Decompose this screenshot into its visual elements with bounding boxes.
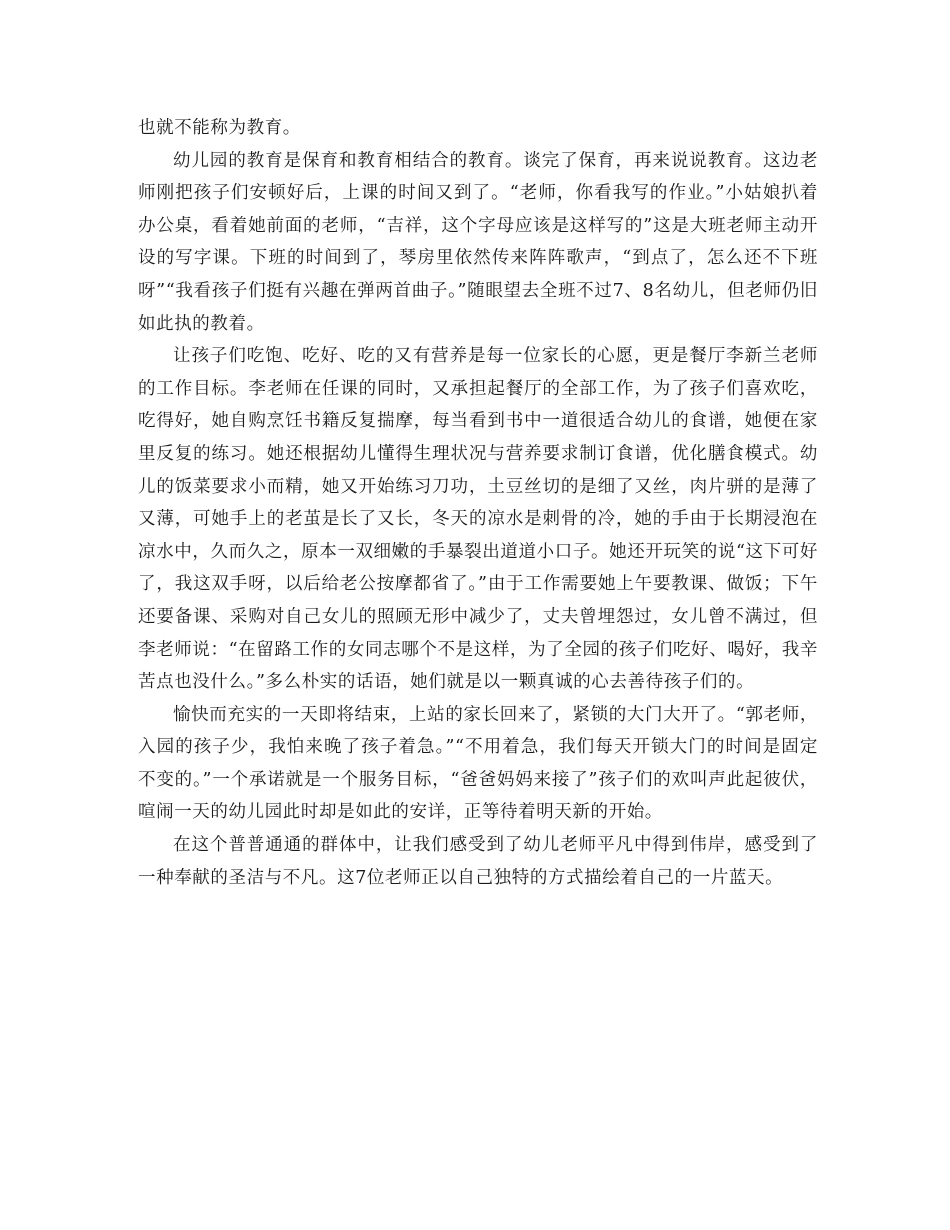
document-page bbox=[138, 112, 818, 894]
paragraph-1: 也就不能称为教育。 bbox=[138, 118, 301, 138]
paragraph-3: 让孩子们吃饱、吃好、吃的又有营养是每一位家长的心愿，更是餐厅李新兰老师的工作目标。李老师在任课的同时，又承担起餐厅的全部工作，为了孩子们喜欢吃，吃得好，她自购烹饪书籍反复揣摩，每当看到书中一道很适合幼儿的食谱，她便在家里反复的练习。她还根据幼儿懂得生理状况与营养要求制订食谱，优化膳食模式。幼儿的饭菜要求小而精，她又开始练习刀功，土豆丝切的是细了又丝，肉片骈的是薄了又薄，可她手上的老茧是长了又长，冬天的凉水是刺骨的冷，她的手由于长期浸泡在凉水中，久而久之，原本一双细嫩的手暴裂出道道小口子。她还开玩笑的说“这下可好了，我这双手呀，以后给老公按摩都省了。”由于工作需要她上午要教课、做饭；下午还要备课、采购对自己女儿的照顾无形中减少了，丈夫曾埋怨过，女儿曾不满过，但李老师说：“在留路工作的女同志哪个不是这样，为了全园的孩子们吃好、喝好，我辛苦点也没什么。”多么朴实的话语，她们就是以一颗真诚的心去善待孩子们的。 bbox=[138, 346, 818, 693]
paragraph-2: 幼儿园的教育是保育和教育相结合的教育。谈完了保育，再来说说教育。这边老师刚把孩子们安顿好后，上课的时间又到了。“老师，你看我写的作业。”小姑娘扒着办公桌，看着她前面的老师，“吉祥，这个字母应该是这样写的”这是大班老师主动开设的写字课。下班的时间到了，琴房里依然传来阵阵歌声，“到点了，怎么还不下班呀”“我看孩子们挺有兴趣在弹两首曲子。”随眼望去全班不过7、8名幼儿，但老师仍旧如此执的教着。 bbox=[138, 150, 818, 334]
paragraph-4: 愉快而充实的一天即将结束，上站的家长回来了，紧锁的大门大开了。“郭老师，入园的孩子少，我怕来晚了孩子着急。”“不用着急，我们每天开锁大门的时间是固定不变的。”一个承诺就是一个服务目标，“爸爸妈妈来接了”孩子们的欢叫声此起彼伏，喧闹一天的幼儿园此时却是如此的安详，正等待着明天新的开始。 bbox=[138, 704, 818, 823]
paragraph-5: 在这个普普通通的群体中，让我们感受到了幼儿老师平凡中得到伟岸，感受到了一种奉献的圣洁与不凡。这7位老师正以自己独特的方式描绘着自己的一片蓝天。 bbox=[138, 835, 818, 888]
